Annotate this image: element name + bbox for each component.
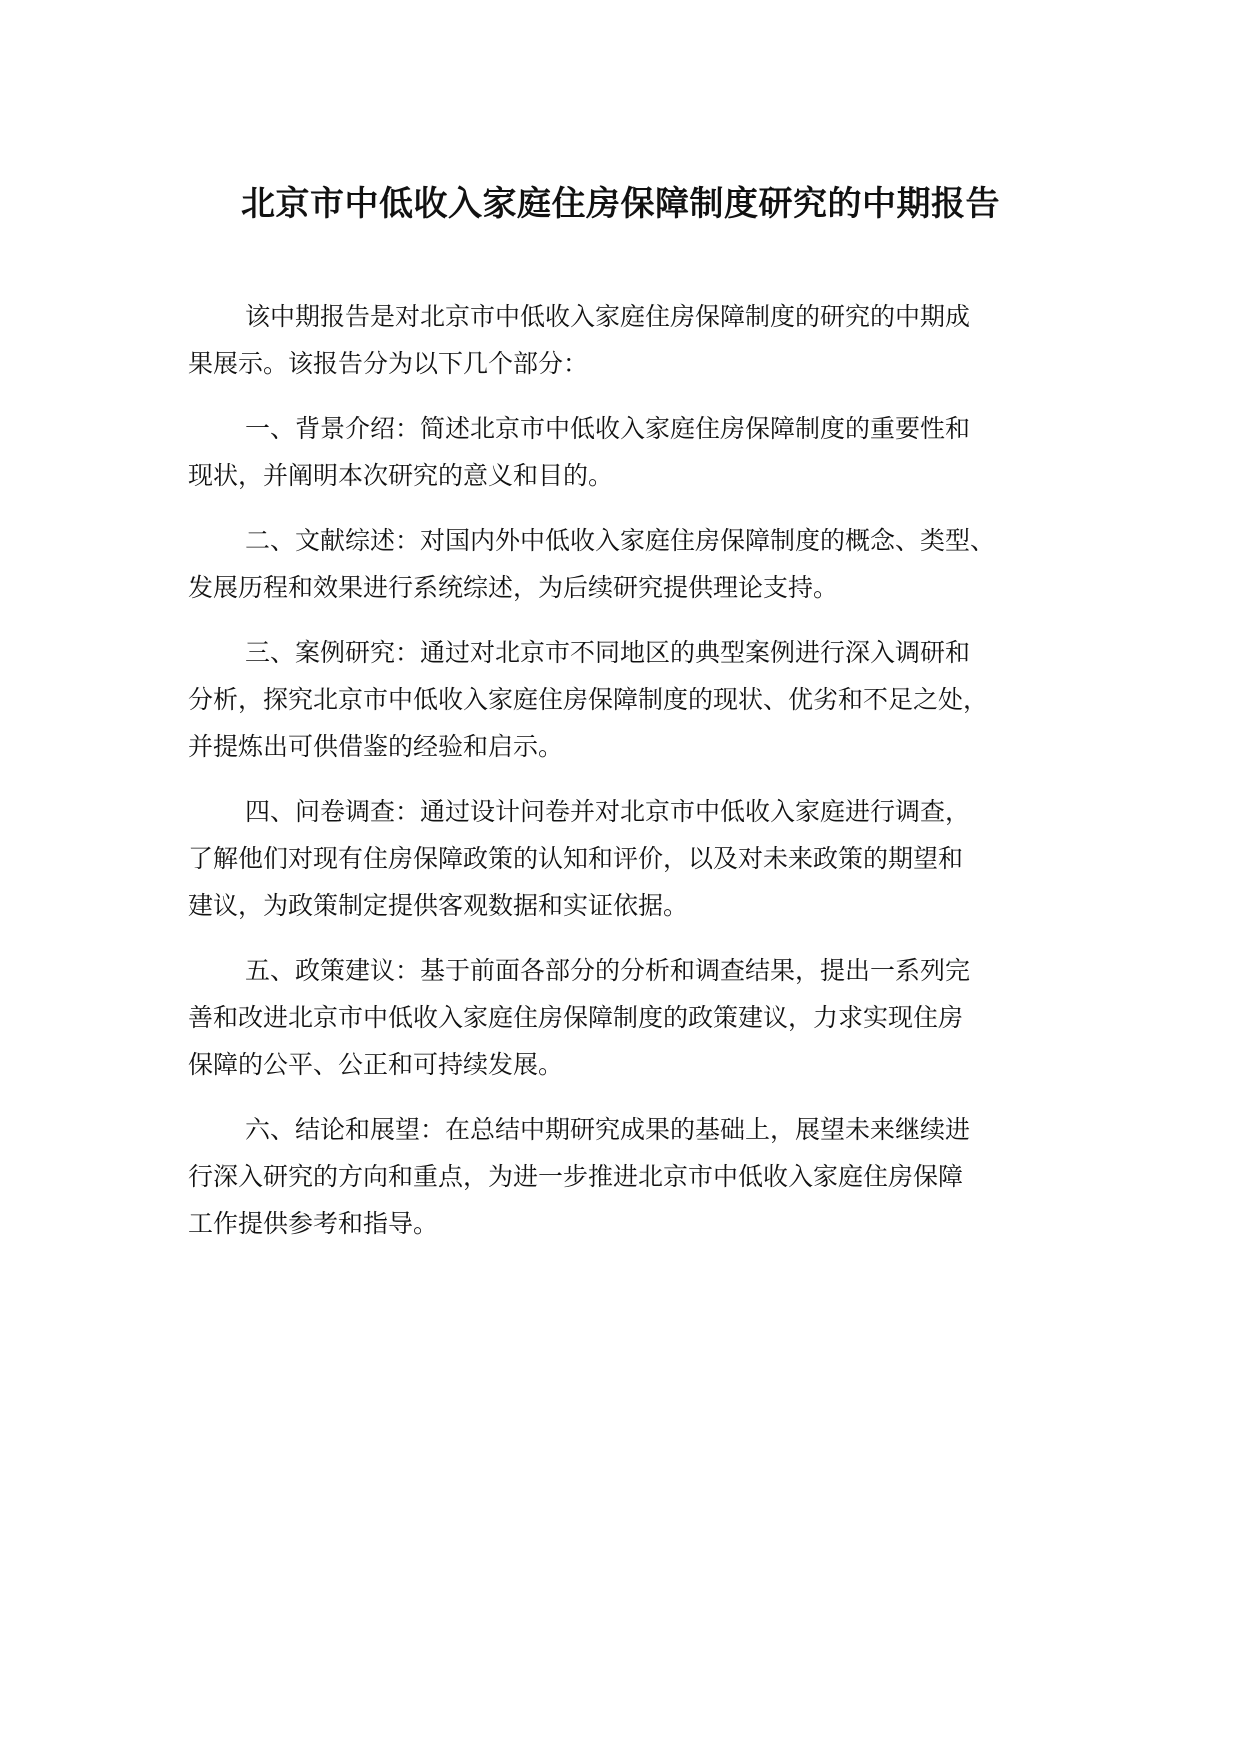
paragraph-line: 并提炼出可供借鉴的经验和启示。 (188, 732, 564, 761)
paragraph-background (188, 405, 1078, 499)
document-title: 北京市中低收入家庭住房保障制度研究的中期报告 (241, 184, 1000, 224)
paragraph-line: 行深入研究的方向和重点，为进一步推进北京市中低收入家庭住房保障 (188, 1162, 964, 1191)
paragraph-line: 三、案例研究：通过对北京市不同地区的典型案例进行深入调研和 (245, 638, 971, 667)
paragraph-intro (188, 293, 1078, 387)
paragraph-line: 善和改进北京市中低收入家庭住房保障制度的政策建议，力求实现住房 (188, 1003, 964, 1032)
paragraph-line: 分析，探究北京市中低收入家庭住房保障制度的现状、优劣和不足之处， (188, 685, 989, 714)
paragraph-line: 发展历程和效果进行系统综述，为后续研究提供理论支持。 (188, 573, 839, 602)
paragraph-line: 建议，为政策制定提供客观数据和实证依据。 (188, 891, 689, 920)
paragraph-line: 四、问卷调查：通过设计问卷并对北京市中低收入家庭进行调查， (245, 797, 971, 826)
paragraph-line: 果展示。该报告分为以下几个部分： (188, 349, 589, 378)
paragraph-line: 了解他们对现有住房保障政策的认知和评价，以及对未来政策的期望和 (188, 844, 964, 873)
paragraph-line: 保障的公平、公正和可持续发展。 (188, 1050, 564, 1079)
paragraph-line: 工作提供参考和指导。 (188, 1209, 439, 1238)
document-body (188, 293, 1078, 1265)
paragraph-line: 该中期报告是对北京市中低收入家庭住房保障制度的研究的中期成 (245, 302, 971, 331)
paragraph-policy-suggestions (188, 947, 1078, 1088)
paragraph-case-study (188, 629, 1078, 770)
paragraph-literature-review (188, 517, 1078, 611)
paragraph-survey (188, 788, 1078, 929)
paragraph-line: 五、政策建议：基于前面各部分的分析和调查结果，提出一系列完 (245, 956, 971, 985)
paragraph-line: 现状，并阐明本次研究的意义和目的。 (188, 461, 614, 490)
paragraph-conclusion (188, 1106, 1078, 1247)
paragraph-line: 一、背景介绍：简述北京市中低收入家庭住房保障制度的重要性和 (245, 414, 971, 443)
paragraph-line: 六、结论和展望：在总结中期研究成果的基础上，展望未来继续进 (245, 1115, 971, 1144)
paragraph-line: 二、文献综述：对国内外中低收入家庭住房保障制度的概念、类型、 (245, 526, 996, 555)
